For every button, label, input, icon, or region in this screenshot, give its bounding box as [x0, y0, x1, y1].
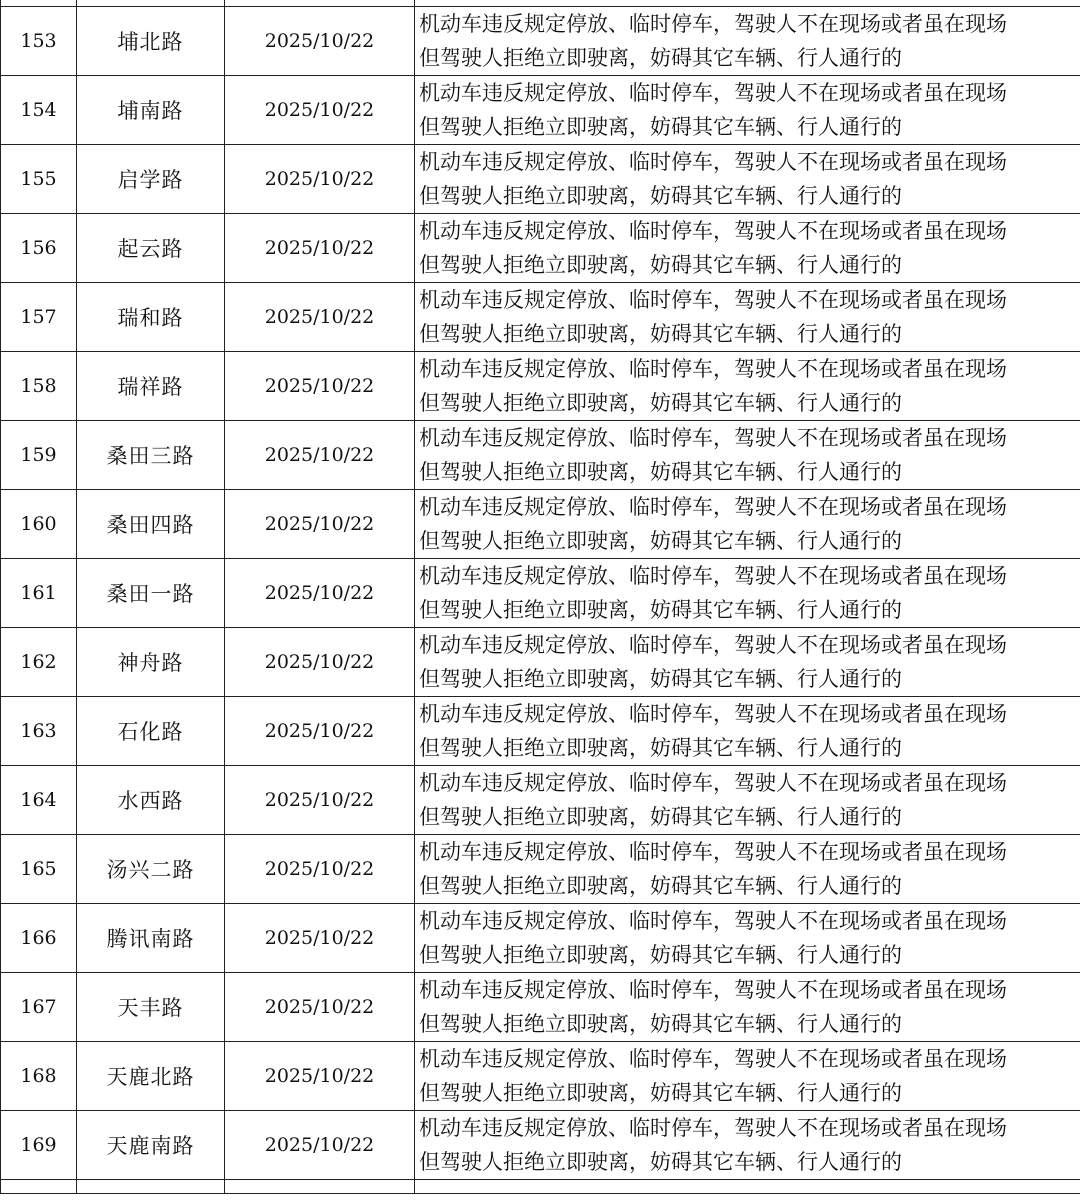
table-row: [1, 283, 1080, 352]
cell-date: 2025/10/22: [225, 214, 415, 283]
cell-index: 157: [1, 283, 77, 352]
table-row: [1, 766, 1080, 835]
cell-index: 160: [1, 490, 77, 559]
cell-date: 2025/10/22: [225, 421, 415, 490]
cell-date: 2025/10/22: [225, 145, 415, 214]
cell-violation-description: [415, 973, 1080, 1042]
description-line-2: 但驾驶人拒绝立即驶离，妨碍其它车辆、行人通行的: [419, 46, 902, 70]
cell-road-name: 起云路: [77, 214, 225, 283]
description-line-2: 但驾驶人拒绝立即驶离，妨碍其它车辆、行人通行的: [419, 184, 902, 208]
cell-index: 167: [1, 973, 77, 1042]
cell-violation-description: [415, 490, 1080, 559]
table-row: [1, 835, 1080, 904]
cell-road-name: 启学路: [77, 145, 225, 214]
description-line-2: 但驾驶人拒绝立即驶离，妨碍其它车辆、行人通行的: [419, 391, 902, 415]
table-row: [1, 628, 1080, 697]
table-row: [1, 904, 1080, 973]
description-line-1: 机动车违反规定停放、临时停车，驾驶人不在现场或者虽在现场: [419, 633, 1007, 657]
table-row: [1, 214, 1080, 283]
cell-blank: [415, 1180, 1080, 1194]
cell-index: 166: [1, 904, 77, 973]
cell-index: 153: [1, 7, 77, 76]
cell-blank: [77, 1180, 225, 1194]
cell-road-name: 天鹿北路: [77, 1042, 225, 1111]
cell-road-name: 瑞祥路: [77, 352, 225, 421]
table-row: [1, 7, 1080, 76]
cell-road-name: 天鹿南路: [77, 1111, 225, 1180]
description-line-2: 但驾驶人拒绝立即驶离，妨碍其它车辆、行人通行的: [419, 874, 902, 898]
cell-road-name: 埔南路: [77, 76, 225, 145]
description-line-1: 机动车违反规定停放、临时停车，驾驶人不在现场或者虽在现场: [419, 495, 1007, 519]
cell-violation-description: [415, 145, 1080, 214]
cell-violation-description: [415, 283, 1080, 352]
description-line-2: 但驾驶人拒绝立即驶离，妨碍其它车辆、行人通行的: [419, 253, 902, 277]
cell-violation-description: [415, 904, 1080, 973]
cell-violation-description: [415, 1042, 1080, 1111]
cell-date: 2025/10/22: [225, 7, 415, 76]
description-line-1: 机动车违反规定停放、临时停车，驾驶人不在现场或者虽在现场: [419, 1116, 1007, 1140]
cell-index: 161: [1, 559, 77, 628]
table-row-partial-bottom: [1, 1180, 1080, 1194]
cell-index: 158: [1, 352, 77, 421]
cell-date: 2025/10/22: [225, 1042, 415, 1111]
cell-violation-description: [415, 76, 1080, 145]
cell-index: 169: [1, 1111, 77, 1180]
description-line-1: 机动车违反规定停放、临时停车，驾驶人不在现场或者虽在现场: [419, 288, 1007, 312]
cell-date: 2025/10/22: [225, 697, 415, 766]
table-row: [1, 1042, 1080, 1111]
table-body: [1, 0, 1080, 1194]
description-line-1: 机动车违反规定停放、临时停车，驾驶人不在现场或者虽在现场: [419, 1047, 1007, 1071]
cell-index: 163: [1, 697, 77, 766]
description-line-2: 但驾驶人拒绝立即驶离，妨碍其它车辆、行人通行的: [419, 115, 902, 139]
cell-violation-description: [415, 559, 1080, 628]
cell-index: 165: [1, 835, 77, 904]
description-line-2: 但驾驶人拒绝立即驶离，妨碍其它车辆、行人通行的: [419, 1150, 902, 1174]
description-line-1: 机动车违反规定停放、临时停车，驾驶人不在现场或者虽在现场: [419, 81, 1007, 105]
cell-road-name: 水西路: [77, 766, 225, 835]
description-line-1: 机动车违反规定停放、临时停车，驾驶人不在现场或者虽在现场: [419, 12, 1007, 36]
description-line-2: 但驾驶人拒绝立即驶离，妨碍其它车辆、行人通行的: [419, 1081, 902, 1105]
description-line-1: 机动车违反规定停放、临时停车，驾驶人不在现场或者虽在现场: [419, 909, 1007, 933]
cell-blank: [225, 1180, 415, 1194]
cell-index: 155: [1, 145, 77, 214]
description-line-1: 机动车违反规定停放、临时停车，驾驶人不在现场或者虽在现场: [419, 771, 1007, 795]
description-line-2: 但驾驶人拒绝立即驶离，妨碍其它车辆、行人通行的: [419, 667, 902, 691]
table-row: [1, 145, 1080, 214]
cell-violation-description: [415, 628, 1080, 697]
cell-road-name: 桑田四路: [77, 490, 225, 559]
table-row: [1, 697, 1080, 766]
cell-road-name: 天丰路: [77, 973, 225, 1042]
description-line-1: 机动车违反规定停放、临时停车，驾驶人不在现场或者虽在现场: [419, 564, 1007, 588]
description-line-1: 机动车违反规定停放、临时停车，驾驶人不在现场或者虽在现场: [419, 426, 1007, 450]
description-line-2: 但驾驶人拒绝立即驶离，妨碍其它车辆、行人通行的: [419, 943, 902, 967]
description-line-1: 机动车违反规定停放、临时停车，驾驶人不在现场或者虽在现场: [419, 219, 1007, 243]
table-row: [1, 421, 1080, 490]
cell-road-name: 汤兴二路: [77, 835, 225, 904]
cell-date: 2025/10/22: [225, 904, 415, 973]
table-row: [1, 973, 1080, 1042]
cell-road-name: 石化路: [77, 697, 225, 766]
description-line-1: 机动车违反规定停放、临时停车，驾驶人不在现场或者虽在现场: [419, 357, 1007, 381]
cell-date: 2025/10/22: [225, 1111, 415, 1180]
cell-index: 168: [1, 1042, 77, 1111]
description-line-2: 但驾驶人拒绝立即驶离，妨碍其它车辆、行人通行的: [419, 322, 902, 346]
cell-index: 156: [1, 214, 77, 283]
cell-index: 164: [1, 766, 77, 835]
description-line-2: 但驾驶人拒绝立即驶离，妨碍其它车辆、行人通行的: [419, 460, 902, 484]
table-row: [1, 559, 1080, 628]
cell-violation-description: [415, 7, 1080, 76]
description-line-1: 机动车违反规定停放、临时停车，驾驶人不在现场或者虽在现场: [419, 150, 1007, 174]
cell-road-name: 神舟路: [77, 628, 225, 697]
cell-index: 154: [1, 76, 77, 145]
cell-blank: [1, 1180, 77, 1194]
cell-index: 159: [1, 421, 77, 490]
cell-index: 162: [1, 628, 77, 697]
cell-date: 2025/10/22: [225, 283, 415, 352]
cell-road-name: 瑞和路: [77, 283, 225, 352]
description-line-2: 但驾驶人拒绝立即驶离，妨碍其它车辆、行人通行的: [419, 598, 902, 622]
cell-violation-description: [415, 214, 1080, 283]
cell-violation-description: [415, 766, 1080, 835]
cell-road-name: 桑田一路: [77, 559, 225, 628]
cell-date: 2025/10/22: [225, 628, 415, 697]
cell-violation-description: [415, 835, 1080, 904]
description-line-1: 机动车违反规定停放、临时停车，驾驶人不在现场或者虽在现场: [419, 978, 1007, 1002]
table-row: [1, 1111, 1080, 1180]
description-line-2: 但驾驶人拒绝立即驶离，妨碍其它车辆、行人通行的: [419, 1012, 902, 1036]
description-line-1: 机动车违反规定停放、临时停车，驾驶人不在现场或者虽在现场: [419, 702, 1007, 726]
cell-road-name: 腾讯南路: [77, 904, 225, 973]
cell-road-name: 埔北路: [77, 7, 225, 76]
description-line-1: 机动车违反规定停放、临时停车，驾驶人不在现场或者虽在现场: [419, 840, 1007, 864]
description-line-2: 但驾驶人拒绝立即驶离，妨碍其它车辆、行人通行的: [419, 529, 902, 553]
cell-date: 2025/10/22: [225, 766, 415, 835]
cell-date: 2025/10/22: [225, 835, 415, 904]
cell-violation-description: [415, 421, 1080, 490]
cell-violation-description: [415, 352, 1080, 421]
cell-date: 2025/10/22: [225, 76, 415, 145]
cell-road-name: 桑田三路: [77, 421, 225, 490]
cell-date: 2025/10/22: [225, 559, 415, 628]
cell-violation-description: [415, 697, 1080, 766]
cell-violation-description: [415, 1111, 1080, 1180]
table-row: [1, 490, 1080, 559]
cell-date: 2025/10/22: [225, 490, 415, 559]
table-row: [1, 76, 1080, 145]
table-row: [1, 352, 1080, 421]
cell-date: 2025/10/22: [225, 973, 415, 1042]
cell-date: 2025/10/22: [225, 352, 415, 421]
description-line-2: 但驾驶人拒绝立即驶离，妨碍其它车辆、行人通行的: [419, 736, 902, 760]
description-line-2: 但驾驶人拒绝立即驶离，妨碍其它车辆、行人通行的: [419, 805, 902, 829]
